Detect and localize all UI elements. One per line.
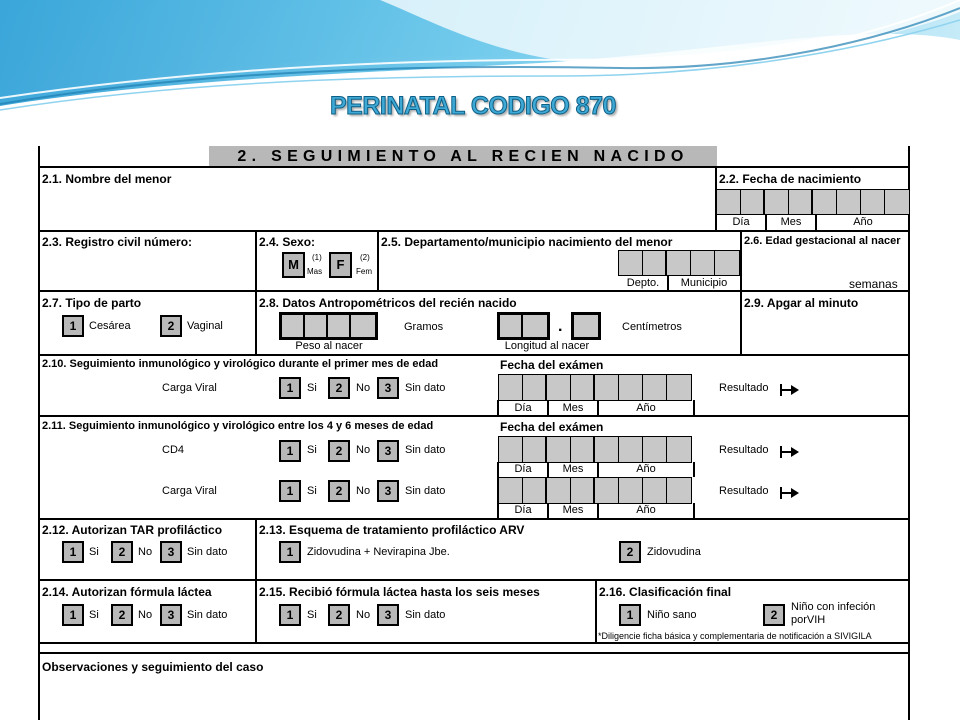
- sublabel-mes: Mes: [562, 463, 584, 475]
- decimal-point: .: [558, 318, 563, 335]
- option-text: Si: [307, 485, 317, 497]
- divider: [497, 400, 499, 416]
- sublabel-anio: Año: [636, 463, 656, 475]
- divider: [597, 400, 599, 416]
- sublabel-mes: Mes: [780, 216, 802, 228]
- row-rule: [38, 230, 910, 232]
- departamento-municipio-input[interactable]: [618, 250, 740, 276]
- carga-viral-1-option-sin-dato[interactable]: 3: [377, 377, 399, 399]
- label-edad-gestacional: 2.6. Edad gestacional al nacer: [744, 235, 901, 247]
- option-text: Sin dato: [405, 485, 446, 497]
- divider: [547, 462, 549, 477]
- divider: [595, 579, 597, 644]
- sexo-code-1: (1): [312, 253, 322, 262]
- cd4-option-sin-dato[interactable]: 3: [377, 440, 399, 462]
- sublabel-dia: Día: [514, 402, 532, 414]
- clasificacion-option-2[interactable]: 2: [763, 604, 785, 626]
- formula-option-no[interactable]: 2: [111, 604, 133, 626]
- sublabel-anio: Año: [853, 216, 873, 228]
- tar-option-sin-dato[interactable]: 3: [160, 541, 182, 563]
- option-text: Si: [89, 546, 99, 558]
- divider: [597, 462, 599, 477]
- divider: [740, 230, 742, 354]
- divider: [547, 400, 549, 416]
- label-nombre-menor: 2.1. Nombre del menor: [42, 172, 172, 186]
- longitud-decimal-input[interactable]: [571, 312, 601, 340]
- option-text: Sin dato: [187, 609, 228, 621]
- sublabel-anio: Año: [636, 402, 656, 414]
- divider: [377, 230, 379, 290]
- sexo-option-f[interactable]: F: [329, 252, 352, 278]
- option-text: No: [356, 444, 371, 456]
- fecha-examen-input-carga-viral[interactable]: [498, 477, 692, 504]
- row-rule: [38, 415, 910, 417]
- recibio-option-si[interactable]: 1: [279, 604, 301, 626]
- peso-al-nacer-input[interactable]: [279, 312, 378, 340]
- label-registro-civil: 2.3. Registro civil número:: [42, 235, 193, 249]
- clasificacion-text-nino-sano: Niño sano: [647, 609, 697, 621]
- longitud-entero-input[interactable]: [497, 312, 550, 340]
- label-clasificacion-final: 2.16. Clasificación final: [599, 585, 732, 599]
- row-rule: [38, 642, 910, 644]
- option-text: Si: [307, 382, 317, 394]
- row-rule: [38, 290, 910, 292]
- nota-sivigila: *Diligencie ficha básica y complementaria de notificación a SIVIGILA: [598, 631, 872, 641]
- sublabel-dia: Día: [732, 216, 750, 228]
- seguimiento-form: [38, 146, 910, 720]
- divider: [255, 290, 257, 354]
- recibio-option-no[interactable]: 2: [328, 604, 350, 626]
- cd4-option-no[interactable]: 2: [328, 440, 350, 462]
- sublabel-municipio: Municipio: [680, 277, 728, 289]
- option-text: No: [138, 546, 153, 558]
- row-rule: [38, 579, 910, 581]
- label-datos-antropometricos: 2.8. Datos Antropométricos del recién nacido: [259, 296, 517, 310]
- unit-centimetros: Centímetros: [622, 321, 682, 333]
- sublabel-peso-al-nacer: Peso al nacer: [295, 340, 363, 352]
- option-text: No: [138, 609, 153, 621]
- carga-viral-2-option-si[interactable]: 1: [279, 480, 301, 502]
- resultado-arrow-icon[interactable]: [780, 383, 800, 397]
- label-tipo-parto: 2.7. Tipo de parto: [42, 296, 142, 310]
- label-departamento-municipio: 2.5. Departamento/municipio nacimiento del menor: [381, 235, 673, 249]
- slide-banner-waves: [0, 0, 960, 150]
- row-rule: [38, 354, 910, 356]
- formula-option-sin-dato[interactable]: 3: [160, 604, 182, 626]
- divider: [255, 518, 257, 644]
- divider: [693, 503, 695, 518]
- divider: [497, 462, 499, 519]
- divider: [547, 503, 549, 518]
- label-resultado: Resultado: [719, 382, 769, 394]
- unit-gramos: Gramos: [404, 321, 444, 333]
- form-rule: [38, 166, 910, 168]
- carga-viral-1-option-no[interactable]: 2: [328, 377, 350, 399]
- tar-option-no[interactable]: 2: [111, 541, 133, 563]
- label-autorizan-tar: 2.12. Autorizan TAR profiláctico: [42, 523, 223, 537]
- test-name-carga-viral-2: Carga Viral: [162, 485, 217, 497]
- resultado-arrow-icon[interactable]: [780, 486, 800, 500]
- option-text: Sin dato: [405, 382, 446, 394]
- sublabel-anio: Año: [636, 504, 656, 516]
- tipo-parto-option-2[interactable]: 2: [160, 315, 182, 337]
- carga-viral-1-option-si[interactable]: 1: [279, 377, 301, 399]
- arv-text-zidovudina-nevirapina: Zidovudina + Nevirapina Jbe.: [307, 546, 450, 558]
- cd4-option-si[interactable]: 1: [279, 440, 301, 462]
- label-fecha-examen-2: Fecha del exámen: [500, 420, 604, 434]
- divider: [765, 214, 767, 230]
- row-rule: [38, 652, 910, 654]
- sexo-text-fem: Fem: [356, 267, 372, 276]
- option-text: Sin dato: [187, 546, 228, 558]
- carga-viral-2-option-no[interactable]: 2: [328, 480, 350, 502]
- option-text: No: [356, 609, 371, 621]
- label-fecha-examen-1: Fecha del exámen: [500, 358, 604, 372]
- fecha-nacimiento-input[interactable]: [716, 189, 910, 215]
- section-title: 2. SEGUIMIENTO AL RECIEN NACIDO: [209, 146, 717, 166]
- divider: [597, 503, 599, 518]
- arv-option-2[interactable]: 2: [619, 541, 641, 563]
- option-text: Si: [307, 609, 317, 621]
- label-resultado: Resultado: [719, 485, 769, 497]
- sublabel-dia: Día: [514, 504, 532, 516]
- label-apgar: 2.9. Apgar al minuto: [744, 296, 859, 310]
- divider: [255, 230, 257, 290]
- fecha-examen-input-1[interactable]: [498, 374, 692, 401]
- divider: [667, 275, 669, 290]
- arv-text-zidovudina: Zidovudina: [647, 546, 701, 558]
- clasificacion-text-nino-vih-line2: porVIH: [791, 614, 826, 626]
- tipo-parto-text-cesarea: Cesárea: [89, 320, 131, 332]
- clasificacion-option-1[interactable]: 1: [619, 604, 641, 626]
- resultado-arrow-icon[interactable]: [780, 445, 800, 459]
- formula-option-si[interactable]: 1: [62, 604, 84, 626]
- label-recibio-formula: 2.15. Recibió fórmula láctea hasta los seis meses: [259, 585, 540, 599]
- option-text: Si: [89, 609, 99, 621]
- sexo-code-2: (2): [360, 253, 370, 262]
- form-border-right: [908, 652, 910, 720]
- test-name-cd4: CD4: [162, 444, 185, 456]
- label-sexo: 2.4. Sexo:: [259, 235, 316, 249]
- sublabel-mes: Mes: [562, 504, 584, 516]
- recibio-option-sin-dato[interactable]: 3: [377, 604, 399, 626]
- divider: [693, 462, 695, 477]
- label-seguimiento-primer-mes: 2.10. Seguimiento inmunológico y virológico durante el primer mes de edad: [42, 358, 439, 370]
- slide-title: PERINATAL CODIGO 870: [330, 92, 616, 120]
- tipo-parto-option-1[interactable]: 1: [62, 315, 84, 337]
- label-seguimiento-4-6-meses: 2.11. Seguimiento inmunológico y virológico entre los 4 y 6 meses de edad: [42, 420, 434, 432]
- label-esquema-arv: 2.13. Esquema de tratamiento profiláctico ARV: [259, 523, 525, 537]
- sexo-text-mas: Mas: [307, 267, 323, 276]
- option-text: Si: [307, 444, 317, 456]
- option-text: Sin dato: [405, 609, 446, 621]
- row-rule: [38, 518, 910, 520]
- sublabel-mes: Mes: [562, 402, 584, 414]
- unit-semanas: semanas: [849, 277, 898, 291]
- sexo-option-m[interactable]: M: [282, 252, 305, 278]
- label-resultado: Resultado: [719, 444, 769, 456]
- sublabel-longitud-al-nacer: Longitud al nacer: [504, 340, 590, 352]
- test-name-carga-viral-1: Carga Viral: [162, 382, 217, 394]
- fecha-examen-input-cd4[interactable]: [498, 436, 692, 463]
- option-text: No: [356, 382, 371, 394]
- divider: [693, 400, 695, 416]
- option-text: No: [356, 485, 371, 497]
- arv-option-1[interactable]: 1: [279, 541, 301, 563]
- tipo-parto-text-vaginal: Vaginal: [187, 320, 223, 332]
- label-fecha-nacimiento: 2.2. Fecha de nacimiento: [719, 172, 862, 186]
- sublabel-depto: Depto.: [626, 277, 660, 289]
- clasificacion-text-nino-vih-line1: Niño con infeción: [791, 601, 876, 613]
- carga-viral-2-option-sin-dato[interactable]: 3: [377, 480, 399, 502]
- observaciones-textarea[interactable]: [42, 678, 904, 718]
- sublabel-dia: Día: [514, 463, 532, 475]
- label-observaciones: Observaciones y seguimiento del caso: [42, 660, 264, 674]
- divider: [815, 214, 817, 230]
- tar-option-si[interactable]: 1: [62, 541, 84, 563]
- form-border-left: [38, 146, 40, 720]
- option-text: Sin dato: [405, 444, 446, 456]
- label-autorizan-formula: 2.14. Autorizan fórmula láctea: [42, 585, 212, 599]
